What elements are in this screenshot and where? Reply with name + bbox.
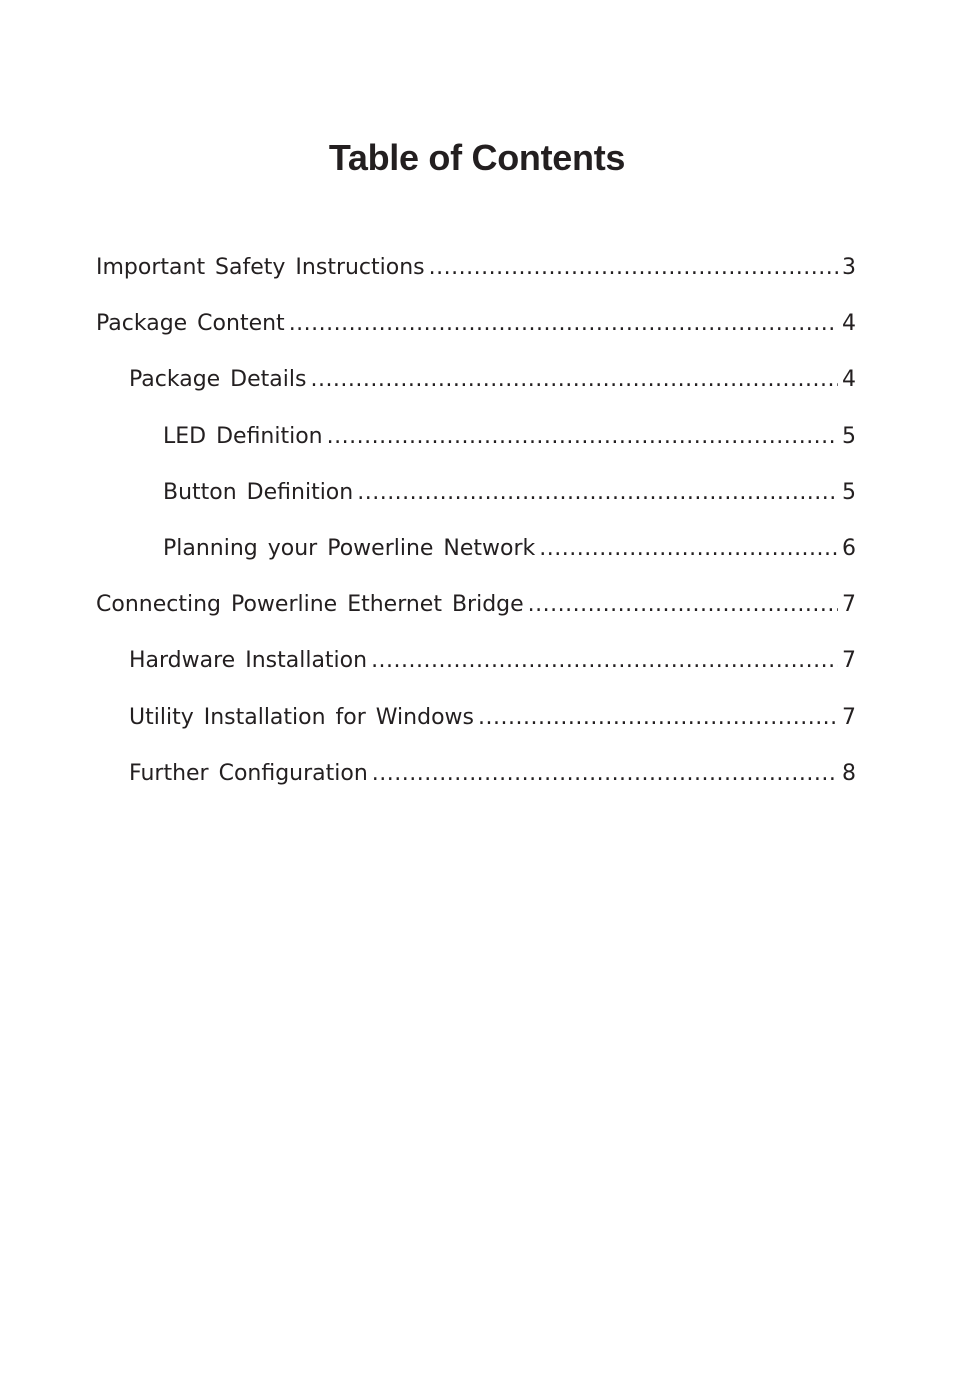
dot-leader (429, 250, 838, 286)
toc-entry-page: 8 (842, 760, 856, 786)
toc-entry-title: Package Details (129, 367, 307, 393)
toc-entry-page: 4 (842, 367, 856, 393)
dot-leader (371, 643, 838, 679)
toc-entry-title: Button Definition (163, 479, 354, 505)
dot-leader (357, 475, 838, 511)
toc-entry-planning-powerline-network[interactable] (0, 531, 954, 587)
toc-entry-package-details[interactable] (0, 362, 954, 418)
toc-entry-page: 3 (842, 255, 856, 280)
toc-entry-title: Important Safety Instructions (96, 255, 425, 280)
dot-leader (310, 362, 838, 398)
toc-entry-led-definition[interactable] (0, 419, 954, 475)
dot-leader (289, 306, 838, 342)
toc-entry-page: 7 (842, 648, 856, 674)
toc-entry-page: 6 (842, 535, 856, 561)
toc-entry-title: Package Content (96, 311, 285, 337)
toc-entry-button-definition[interactable] (0, 475, 954, 531)
dot-leader (539, 531, 838, 567)
dot-leader (372, 756, 838, 792)
toc-entry-connecting-powerline-ethernet-bridge[interactable] (0, 587, 954, 643)
toc-entry-title: LED Definition (163, 423, 323, 449)
toc-entry-page: 5 (842, 423, 856, 449)
toc-entry-page: 7 (842, 704, 856, 730)
toc-entry-important-safety-instructions[interactable] (0, 250, 954, 306)
toc-entry-package-content[interactable] (0, 306, 954, 362)
toc-entry-title: Further Configuration (129, 760, 368, 786)
toc-entry-title: Planning your Powerline Network (163, 535, 536, 561)
toc-entry-page: 5 (842, 479, 856, 505)
toc-entry-utility-installation-windows[interactable] (0, 700, 954, 756)
table-of-contents (0, 250, 954, 812)
toc-entry-page: 7 (842, 592, 856, 618)
toc-entry-further-configuration[interactable] (0, 756, 954, 812)
dot-leader (528, 587, 838, 623)
toc-entry-title: Hardware Installation (129, 648, 368, 674)
dot-leader (327, 419, 838, 455)
toc-entry-title: Utility Installation for Windows (129, 704, 474, 730)
toc-entry-page: 4 (842, 311, 856, 337)
toc-entry-hardware-installation[interactable] (0, 643, 954, 699)
dot-leader (478, 700, 838, 736)
toc-entry-title: Connecting Powerline Ethernet Bridge (96, 592, 524, 618)
page-title: Table of Contents (328, 137, 626, 178)
